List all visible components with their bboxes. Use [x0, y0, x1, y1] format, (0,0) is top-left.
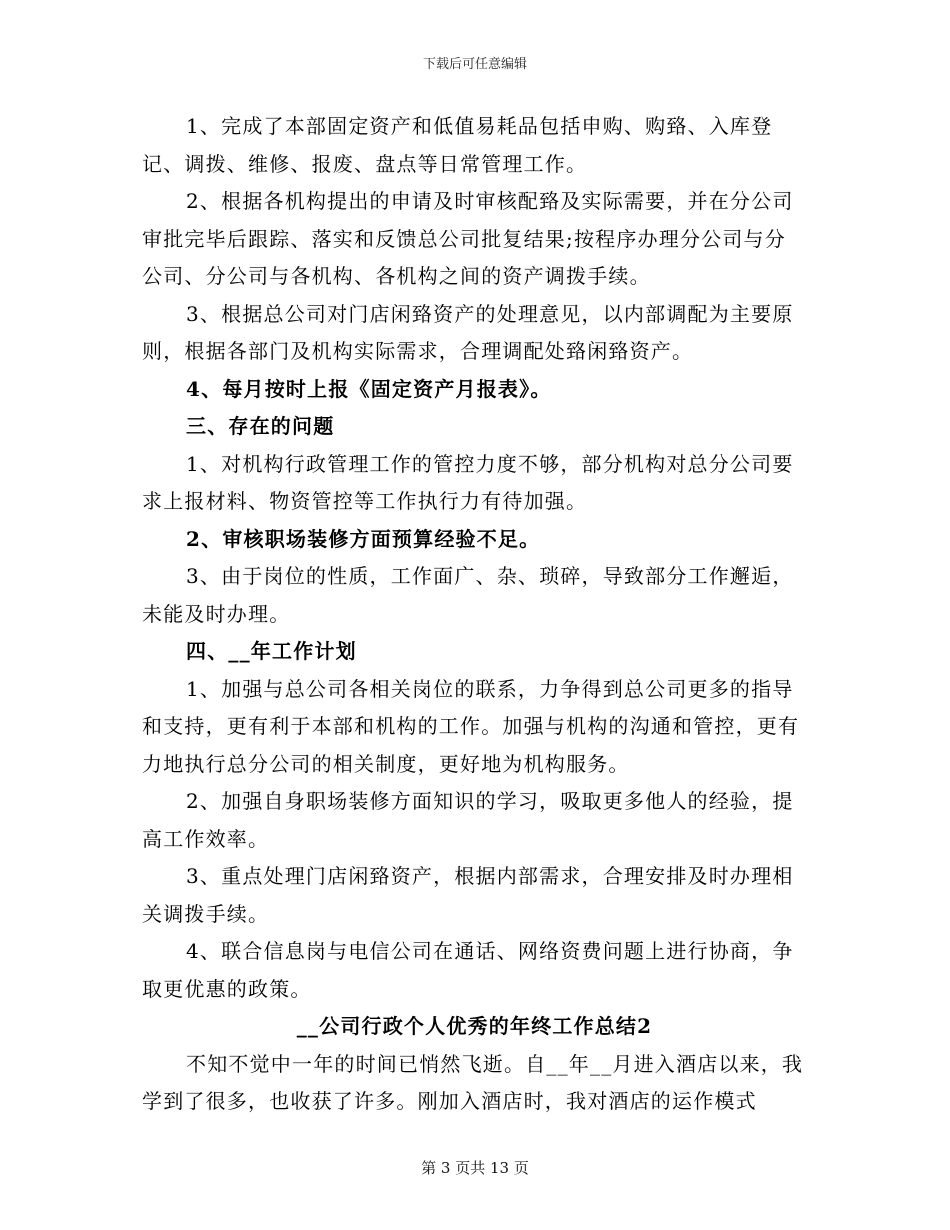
paragraph-plan-1: 1、加强与总公司各相关岗位的联系，力争得到总公司更多的指导和支持，更有利于本部和机构的工作。加强与机构的沟通和管控，更有力地执行总分公司的相关制度，更好地为机构服务。 — [142, 676, 800, 776]
paragraph-problem-1: 1、对机构行政管理工作的管控力度不够，部分机构对总分公司要求上报材料、物资管控等工作执行力有待加强。 — [142, 451, 794, 513]
paragraph-plan-2: 2、加强自身职场装修方面知识的学习，吸取更多他人的经验，提高工作效率。 — [142, 789, 794, 851]
paragraph-plan-4: 4、联合信息岗与电信公司在通话、网络资费问题上进行协商，争取更优惠的政策。 — [142, 939, 794, 1001]
document-body — [142, 108, 807, 1121]
paragraph-idle-assets: 3、根据总公司对门店闲臵资产的处理意见，以内部调配为主要原则，根据各部门及机构实际需求，合理调配处臵闲臵资产。 — [142, 301, 794, 363]
section-heading-work-plan: 四、__年工作计划 — [186, 639, 357, 663]
paragraph-problem-2: 2、审核职场装修方面预算经验不足。 — [186, 526, 541, 551]
page-footer-number: 第 3 页共 13 页 — [421, 1159, 529, 1177]
paragraph-asset-management: 1、完成了本部固定资产和低值易耗品包括申购、购臵、入库登记、调拨、维修、报废、盘点等日常管理工作。 — [142, 114, 773, 176]
page-header-note: 下载后可任意编辑 — [422, 57, 527, 72]
paragraph-summary-intro: 不知不觉中一年的时间已悄然飞逝。自__年__月进入酒店以来，我学到了很多，也收获了许多。刚加入酒店时，我对酒店的运作模式 — [142, 1051, 804, 1113]
paragraph-problem-3: 3、由于岗位的性质，工作面广、杂、琐碎，导致部分工作邂逅，未能及时办理。 — [142, 564, 794, 626]
document-section-title: __公司行政个人优秀的年终工作总结2 — [296, 1014, 653, 1038]
paragraph-asset-review: 2、根据各机构提出的申请及时审核配臵及实际需要，并在分公司审批完毕后跟踪、落实和反馈总公司批复结果;按程序办理分公司与分公司、分公司与各机构、各机构之间的资产调拨手续。 — [142, 189, 794, 288]
paragraph-monthly-report: 4、每月按时上报《固定资产月报表》。 — [186, 376, 552, 401]
section-heading-problems: 三、存在的问题 — [186, 414, 335, 438]
paragraph-plan-3: 3、重点处理门店闲臵资产，根据内部需求，合理安排及时办理相关调拨手续。 — [142, 864, 794, 926]
